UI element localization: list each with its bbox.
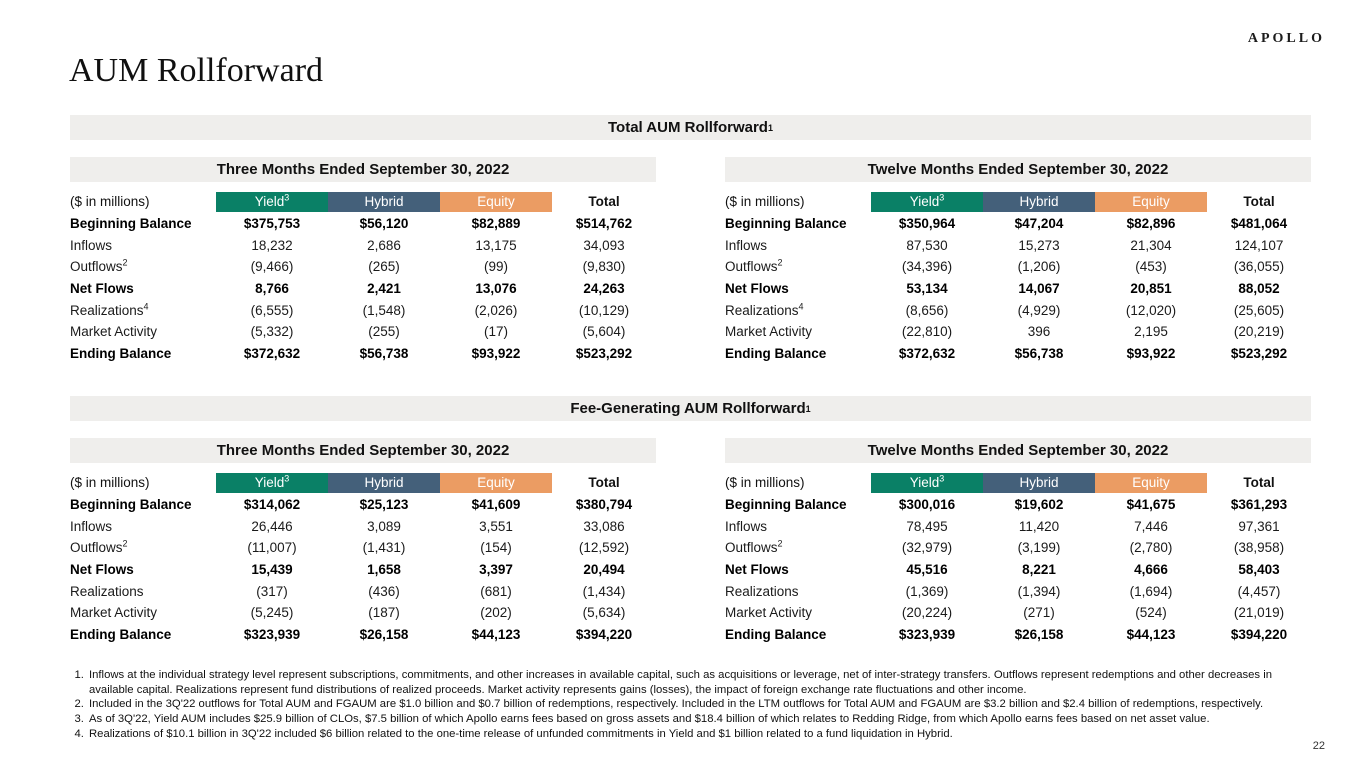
units-label: ($ in millions) xyxy=(725,475,805,490)
row-label: Beginning Balance xyxy=(725,216,847,232)
table-row xyxy=(725,213,1311,235)
cell-value: $394,220 xyxy=(575,626,633,642)
page-title: AUM Rollforward xyxy=(69,52,324,89)
yield-label: Yield xyxy=(254,194,285,209)
units-label: ($ in millions) xyxy=(70,194,150,209)
column-header-yield xyxy=(216,473,328,493)
cell-value: 4,666 xyxy=(1134,562,1168,578)
table-fgaum-12m xyxy=(725,438,1311,645)
period-label: Three Months Ended September 30, 2022 xyxy=(216,161,510,178)
table-row xyxy=(70,343,656,365)
cell-value: $44,123 xyxy=(471,626,521,642)
apollo-logo: APOLLO xyxy=(1247,31,1325,46)
column-header-total: Total xyxy=(1243,475,1275,490)
cell-value: 88,052 xyxy=(1238,281,1280,297)
cell-value: $56,738 xyxy=(359,345,409,361)
section-total-aum xyxy=(70,115,1311,364)
column-header-row xyxy=(70,192,656,212)
row-label: Ending Balance xyxy=(725,626,827,642)
row-label: Outflows$^2$ xyxy=(725,538,783,556)
row-label: Beginning Balance xyxy=(70,216,192,232)
cell-value: $41,609 xyxy=(471,497,521,513)
cell-value: 1,658 xyxy=(367,562,401,578)
cell-value: $375,753 xyxy=(243,216,301,232)
column-header-hybrid: Hybrid xyxy=(328,473,440,493)
page-number: 22 xyxy=(1312,740,1325,752)
cell-value: $26,158 xyxy=(359,626,409,642)
cell-value: (17) xyxy=(483,324,508,340)
table-row xyxy=(70,278,656,300)
table-body xyxy=(725,213,1311,364)
table-body xyxy=(70,494,656,645)
footnote-ref: 2 xyxy=(122,257,128,268)
cell-value: $41,675 xyxy=(1126,497,1176,513)
cell-value: 13,076 xyxy=(475,281,517,297)
table-row xyxy=(725,602,1311,624)
cell-value: (34,396) xyxy=(901,259,953,275)
row-label: Outflows$^2$ xyxy=(70,538,128,556)
cell-value: (271) xyxy=(1023,605,1055,621)
cell-value: $56,738 xyxy=(1014,345,1064,361)
cell-value: 13,175 xyxy=(475,237,517,253)
row-label: Realizations$^4$ xyxy=(725,301,804,318)
period-header xyxy=(725,157,1311,182)
table-row xyxy=(70,256,656,278)
row-label: Inflows xyxy=(70,237,113,253)
footnote: 4. Realizations of $10.1 billion in 3Q'22 included $6 billion related to the one-time release of unfunded commitments in Yield and $1 billion related to a fund liquidation in Hybrid. xyxy=(87,727,1310,742)
cell-value: (436) xyxy=(368,583,400,599)
cell-value: (3,199) xyxy=(1017,540,1061,556)
cell-value: $314,062 xyxy=(243,497,301,513)
table-row xyxy=(70,559,656,581)
cell-value: (2,026) xyxy=(474,302,518,318)
table-row xyxy=(725,299,1311,321)
cell-value: 2,686 xyxy=(367,237,401,253)
row-label: Net Flows xyxy=(70,281,134,297)
cell-value: $82,889 xyxy=(471,216,521,232)
cell-value: 3,089 xyxy=(367,518,401,534)
cell-value: (255) xyxy=(368,324,400,340)
column-header-yield xyxy=(871,192,983,212)
table-row xyxy=(70,299,656,321)
cell-value: $323,939 xyxy=(243,626,301,642)
row-label: Market Activity xyxy=(70,605,158,621)
cell-value: $25,123 xyxy=(359,497,409,513)
cell-value: (1,431) xyxy=(362,540,406,556)
cell-value: (1,694) xyxy=(1129,583,1173,599)
cell-value: 34,093 xyxy=(583,237,625,253)
cell-value: $372,632 xyxy=(243,345,301,361)
cell-value: 2,421 xyxy=(367,281,401,297)
row-label: Ending Balance xyxy=(70,345,172,361)
column-header-total: Total xyxy=(588,194,620,209)
cell-value: (524) xyxy=(1135,605,1167,621)
table-row xyxy=(70,602,656,624)
cell-value: $350,964 xyxy=(898,216,956,232)
column-header-equity: Equity xyxy=(440,192,552,212)
table-row xyxy=(725,516,1311,538)
cell-value: $523,292 xyxy=(1230,345,1288,361)
cell-value: 53,134 xyxy=(906,281,948,297)
table-row xyxy=(70,321,656,343)
cell-value: (5,634) xyxy=(582,605,626,621)
cell-value: $44,123 xyxy=(1126,626,1176,642)
cell-value: 24,263 xyxy=(583,281,625,297)
cell-value: $323,939 xyxy=(898,626,956,642)
table-row xyxy=(70,213,656,235)
cell-value: (453) xyxy=(1135,259,1167,275)
row-label: Beginning Balance xyxy=(725,497,847,513)
cell-value: $56,120 xyxy=(359,216,409,232)
cell-value: 14,067 xyxy=(1018,281,1060,297)
row-label: Outflows$^2$ xyxy=(725,257,783,275)
column-header-row xyxy=(725,192,1311,212)
cell-value: 2,195 xyxy=(1134,324,1168,340)
cell-value: $47,204 xyxy=(1014,216,1064,232)
section-title: Total AUM Rollforward xyxy=(607,119,768,136)
cell-value: (12,020) xyxy=(1125,302,1177,318)
row-label: Net Flows xyxy=(725,562,789,578)
table-row xyxy=(725,580,1311,602)
cell-value: (2,780) xyxy=(1129,540,1173,556)
table-row xyxy=(70,537,656,559)
row-label: Realizations$^4$ xyxy=(70,301,149,318)
cell-value: 396 xyxy=(1027,324,1051,340)
footnote-ref: 2 xyxy=(777,538,783,549)
cell-value: 124,107 xyxy=(1234,237,1284,253)
row-label: Market Activity xyxy=(725,605,813,621)
cell-value: (4,929) xyxy=(1017,302,1061,318)
tables-row xyxy=(70,438,1311,645)
cell-value: (11,007) xyxy=(247,540,297,556)
cell-value: 11,420 xyxy=(1018,518,1060,534)
cell-value: $19,602 xyxy=(1014,497,1064,513)
yield-label: Yield xyxy=(909,475,940,490)
cell-value: 58,403 xyxy=(1238,562,1280,578)
row-label: Realizations xyxy=(70,583,144,599)
cell-value: 20,494 xyxy=(583,562,625,578)
cell-value: $372,632 xyxy=(898,345,956,361)
cell-value: 15,273 xyxy=(1018,237,1060,253)
column-header-yield xyxy=(216,192,328,212)
cell-value: $523,292 xyxy=(575,345,633,361)
footnote-ref: 3 xyxy=(939,192,945,203)
row-label: Ending Balance xyxy=(725,345,827,361)
column-header-equity: Equity xyxy=(440,473,552,493)
footnote-ref: 2 xyxy=(777,257,783,268)
table-fgaum-3m xyxy=(70,438,656,645)
cell-value: (22,810) xyxy=(901,324,953,340)
cell-value: (1,369) xyxy=(905,583,949,599)
cell-value: (21,019) xyxy=(1233,605,1285,621)
table-row xyxy=(725,321,1311,343)
cell-value: (1,434) xyxy=(582,583,626,599)
period-label: Twelve Months Ended September 30, 2022 xyxy=(867,442,1169,459)
table-total-aum-3m xyxy=(70,157,656,364)
cell-value: $481,064 xyxy=(1230,216,1288,232)
row-label: Inflows xyxy=(725,518,768,534)
cell-value: (99) xyxy=(483,259,508,275)
cell-value: (36,055) xyxy=(1233,259,1285,275)
cell-value: (12,592) xyxy=(578,540,630,556)
cell-value: (265) xyxy=(368,259,400,275)
period-label: Three Months Ended September 30, 2022 xyxy=(216,442,510,459)
footnote-ref: 3 xyxy=(939,473,945,484)
cell-value: 15,439 xyxy=(251,562,293,578)
cell-value: 3,551 xyxy=(479,518,513,534)
cell-value: (1,548) xyxy=(362,302,406,318)
cell-value: (202) xyxy=(480,605,512,621)
column-header-equity: Equity xyxy=(1095,192,1207,212)
cell-value: (38,958) xyxy=(1233,540,1285,556)
cell-value: 87,530 xyxy=(906,237,948,253)
cell-value: (1,206) xyxy=(1017,259,1061,275)
table-row xyxy=(725,235,1311,257)
cell-value: 8,766 xyxy=(255,281,289,297)
row-label: Net Flows xyxy=(725,281,789,297)
cell-value: (681) xyxy=(480,583,512,599)
row-label: Net Flows xyxy=(70,562,134,578)
row-label: Market Activity xyxy=(70,324,158,340)
cell-value: (154) xyxy=(480,540,512,556)
row-label: Outflows$^2$ xyxy=(70,257,128,275)
cell-value: (187) xyxy=(368,605,400,621)
table-row xyxy=(725,624,1311,646)
section-header-bar: Fee-Generating AUM Rollforward 1 xyxy=(70,396,1311,421)
cell-value: (20,224) xyxy=(901,605,953,621)
cell-value: $514,762 xyxy=(575,216,633,232)
cell-value: (10,129) xyxy=(578,302,630,318)
footnote-ref: 2 xyxy=(122,538,128,549)
footnote-ref: 3 xyxy=(284,192,290,203)
cell-value: (4,457) xyxy=(1237,583,1281,599)
table-row xyxy=(725,256,1311,278)
footnotes-list xyxy=(70,668,1310,741)
table-body xyxy=(725,494,1311,645)
cell-value: 8,221 xyxy=(1022,562,1056,578)
period-header xyxy=(70,438,656,463)
yield-label: Yield xyxy=(254,475,285,490)
cell-value: (9,830) xyxy=(582,259,626,275)
cell-value: $82,896 xyxy=(1126,216,1176,232)
cell-value: 45,516 xyxy=(906,562,948,578)
units-label: ($ in millions) xyxy=(725,194,805,209)
column-header-hybrid: Hybrid xyxy=(983,192,1095,212)
column-header-total: Total xyxy=(1243,194,1275,209)
cell-value: (5,332) xyxy=(250,324,294,340)
cell-value: (5,604) xyxy=(582,324,626,340)
cell-value: (25,605) xyxy=(1233,302,1285,318)
cell-value: (8,656) xyxy=(905,302,949,318)
footnote: 1. Inflows at the individual strategy level represent subscriptions, commitments, and other increases in available capital, such as acquisitions or leverage, net of inter-strategy transfers. Outflows represent redemptions and other decreases in available capital. Realizations represent fund distributions of realized proceeds. Market activity represents gains (losses), the impact of foreign exchange rate fluctuations and other income. xyxy=(87,668,1310,697)
footnote: 2. Included in the 3Q'22 outflows for Total AUM and FGAUM are $1.0 billion and $0.7 billion of redemptions, respectively. Included in the LTM outflows for Total AUM and FGAUM are $3.2 billion and $2.4 billion of redemptions, respectively. xyxy=(87,697,1310,712)
cell-value: $380,794 xyxy=(575,497,633,513)
cell-value: (6,555) xyxy=(250,302,294,318)
period-header xyxy=(70,157,656,182)
table-row xyxy=(725,494,1311,516)
cell-value: 33,086 xyxy=(583,518,625,534)
cell-value: 7,446 xyxy=(1134,518,1168,534)
yield-label: Yield xyxy=(909,194,940,209)
section-header-bar: Total AUM Rollforward 1 xyxy=(70,115,1311,140)
table-row xyxy=(70,494,656,516)
footnote-ref: 3 xyxy=(284,473,290,484)
cell-value: 18,232 xyxy=(251,237,293,253)
row-label: Inflows xyxy=(725,237,768,253)
cell-value: $93,922 xyxy=(471,345,521,361)
period-header xyxy=(725,438,1311,463)
cell-value: $300,016 xyxy=(898,497,956,513)
table-total-aum-12m xyxy=(725,157,1311,364)
row-label: Beginning Balance xyxy=(70,497,192,513)
cell-value: $93,922 xyxy=(1126,345,1176,361)
column-header-yield xyxy=(871,473,983,493)
table-row xyxy=(70,235,656,257)
column-header-equity: Equity xyxy=(1095,473,1207,493)
table-row xyxy=(725,343,1311,365)
table-body xyxy=(70,213,656,364)
footnote: 3. As of 3Q'22, Yield AUM includes $25.9 billion of CLOs, $7.5 billion of which Apollo earns fees based on gross assets and $18.4 billion of which relates to Redding Ridge, from which Apollo earns fees based on net asset value. xyxy=(87,712,1310,727)
column-header-hybrid: Hybrid xyxy=(983,473,1095,493)
section-title: Fee-Generating AUM Rollforward xyxy=(570,400,806,417)
table-row xyxy=(70,624,656,646)
footnote-ref: 4 xyxy=(143,301,149,312)
row-label: Market Activity xyxy=(725,324,813,340)
tables-row xyxy=(70,157,1311,364)
table-row xyxy=(725,537,1311,559)
column-header-row xyxy=(725,473,1311,493)
row-label: Ending Balance xyxy=(70,626,172,642)
row-label: Realizations xyxy=(725,583,799,599)
cell-value: 3,397 xyxy=(479,562,513,578)
table-row xyxy=(725,559,1311,581)
cell-value: $361,293 xyxy=(1230,497,1288,513)
column-header-row xyxy=(70,473,656,493)
column-header-hybrid: Hybrid xyxy=(328,192,440,212)
cell-value: 78,495 xyxy=(906,518,948,534)
table-row xyxy=(70,580,656,602)
cell-value: (20,219) xyxy=(1233,324,1285,340)
cell-value: (317) xyxy=(256,583,288,599)
units-label: ($ in millions) xyxy=(70,475,150,490)
cell-value: 20,851 xyxy=(1130,281,1172,297)
cell-value: $26,158 xyxy=(1014,626,1064,642)
cell-value: (5,245) xyxy=(250,605,294,621)
cell-value: (1,394) xyxy=(1017,583,1061,599)
cell-value: 21,304 xyxy=(1130,237,1172,253)
table-row xyxy=(725,278,1311,300)
cell-value: (32,979) xyxy=(901,540,953,556)
footnote-ref: 4 xyxy=(798,301,804,312)
table-row xyxy=(70,516,656,538)
cell-value: 97,361 xyxy=(1238,518,1280,534)
row-label: Inflows xyxy=(70,518,113,534)
cell-value: $394,220 xyxy=(1230,626,1288,642)
period-label: Twelve Months Ended September 30, 2022 xyxy=(867,161,1169,178)
column-header-total: Total xyxy=(588,475,620,490)
cell-value: 26,446 xyxy=(251,518,293,534)
cell-value: (9,466) xyxy=(250,259,294,275)
section-fee-generating-aum xyxy=(70,396,1311,645)
